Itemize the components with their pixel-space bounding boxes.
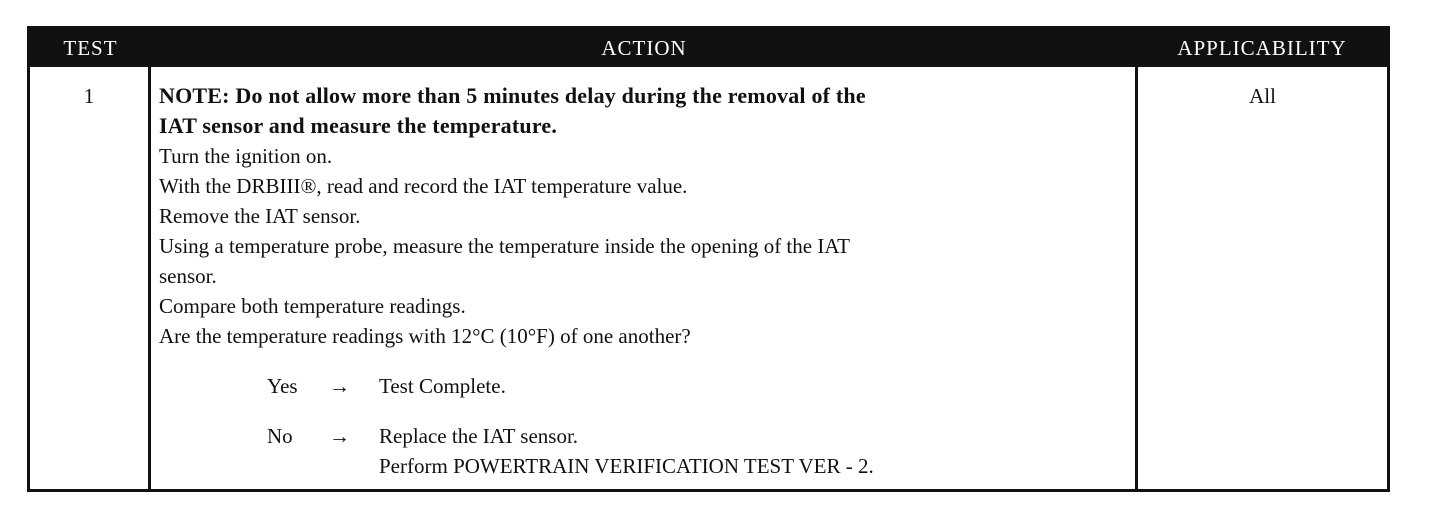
no-label: No [267, 424, 293, 448]
diagnostic-test-table [27, 26, 1390, 492]
header-action: ACTION [601, 36, 687, 60]
test-number: 1 [83, 84, 95, 108]
step-line: Are the temperature readings with 12°C (10°F) of one another? [159, 324, 691, 348]
note-text [159, 81, 1135, 141]
step-line: sensor. [159, 264, 217, 288]
column-divider [1135, 67, 1138, 489]
yes-result: Test Complete. [379, 374, 506, 398]
header-applicability: APPLICABILITY [1177, 36, 1347, 60]
note-line: NOTE: Do not allow more than 5 minutes delay during the removal of the [159, 83, 866, 108]
step-line: With the DRBIII®, read and record the IAT temperature value. [159, 174, 688, 198]
yes-label: Yes [267, 374, 298, 398]
procedure-steps [159, 141, 1135, 351]
yes-branch [159, 371, 1135, 401]
action-cell [159, 67, 1135, 481]
header-test: TEST [63, 36, 118, 60]
test-number-cell [30, 67, 148, 111]
note-line: IAT sensor and measure the temperature. [159, 113, 558, 138]
step-line: Using a temperature probe, measure the temperature inside the opening of the IAT [159, 234, 851, 258]
no-result [379, 421, 874, 481]
step-line: Turn the ignition on. [159, 144, 333, 168]
step-line: Compare both temperature readings. [159, 294, 466, 318]
column-divider [148, 67, 151, 489]
no-branch [159, 421, 1135, 481]
no-result-line: Perform POWERTRAIN VERIFICATION TEST VER - 2. [379, 454, 874, 478]
table-header-row [30, 29, 1387, 67]
applicability-cell [1138, 67, 1387, 111]
no-result-line: Replace the IAT sensor. [379, 424, 579, 448]
right-arrow-icon: → [329, 374, 350, 398]
right-arrow-icon: → [329, 424, 350, 448]
step-line: Remove the IAT sensor. [159, 204, 361, 228]
applicability-value: All [1249, 84, 1276, 108]
